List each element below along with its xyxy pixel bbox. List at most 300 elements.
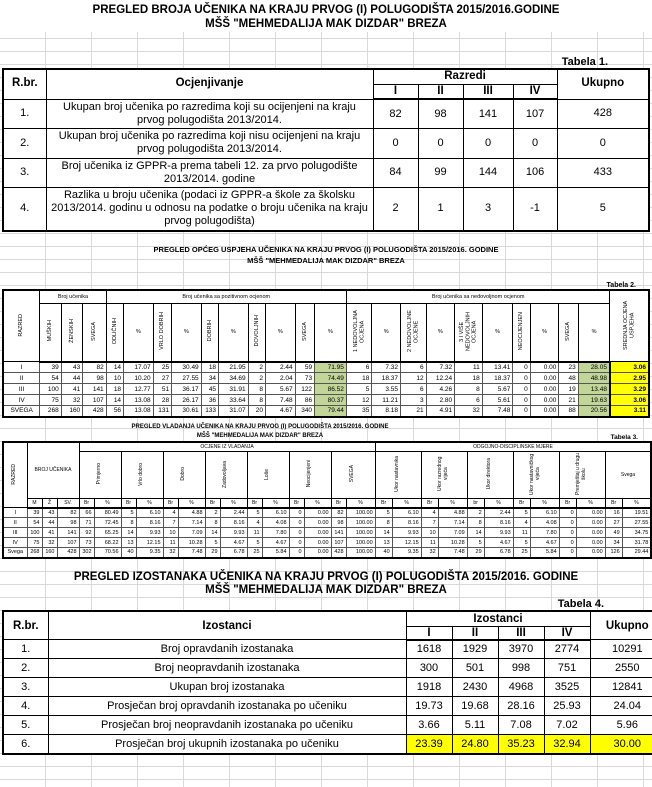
cell[interactable]: 33.64 (219, 395, 249, 406)
cell[interactable]: 1618 (406, 640, 452, 659)
header-cell[interactable]: % (219, 303, 249, 362)
cell[interactable]: Prosječan broj ukupnih izostanaka po učeniku (48, 735, 406, 754)
header-cell[interactable]: SV. (57, 499, 79, 508)
cell[interactable]: 79.44 (315, 406, 347, 417)
cell[interactable]: 48.98 (578, 373, 610, 384)
cell[interactable]: 2430 (452, 678, 498, 697)
header-cell[interactable] (289, 452, 331, 499)
header-cell[interactable]: % (346, 499, 375, 508)
cell[interactable]: 80.37 (315, 395, 347, 406)
cell[interactable]: 10291 (590, 640, 652, 659)
cell[interactable]: 7.48 (178, 548, 205, 558)
cell[interactable]: 107 (83, 395, 107, 406)
cell[interactable]: 340 (295, 406, 314, 417)
cell[interactable]: 100.00 (346, 538, 375, 548)
cell[interactable]: 0 (513, 362, 530, 373)
cell[interactable]: 0.00 (530, 406, 559, 417)
cell[interactable]: 501 (452, 659, 498, 678)
cell[interactable]: III (3, 528, 27, 538)
cell[interactable]: 7.32 (372, 362, 401, 373)
header-cell[interactable]: % (530, 303, 559, 362)
cell[interactable]: 7.48 (482, 406, 513, 417)
header-cell[interactable]: % (482, 303, 513, 362)
cell[interactable]: IV (3, 538, 27, 548)
cell[interactable]: 122 (295, 384, 314, 395)
cell[interactable]: 35 (346, 406, 372, 417)
cell[interactable]: 0.00 (576, 508, 605, 518)
cell[interactable]: 71 (79, 518, 94, 528)
header-cell[interactable] (163, 452, 205, 499)
cell[interactable]: 21.95 (219, 362, 249, 373)
cell[interactable]: 51 (153, 384, 171, 395)
cell[interactable]: 41 (61, 384, 82, 395)
cell[interactable]: 32 (42, 538, 57, 548)
cell[interactable]: 36.17 (172, 384, 202, 395)
cell[interactable]: 3 (463, 187, 513, 230)
cell[interactable]: 23.39 (406, 735, 452, 754)
cell[interactable]: 9.93 (136, 528, 163, 538)
cell[interactable]: 126 (605, 548, 622, 558)
cell[interactable]: 7.80 (262, 528, 289, 538)
header-cell[interactable]: Svega (605, 452, 651, 499)
header-cell[interactable]: Br (331, 499, 346, 508)
cell[interactable]: 160 (42, 548, 57, 558)
cell[interactable]: 27 (605, 518, 622, 528)
cell[interactable]: 4 (513, 518, 530, 528)
cell[interactable]: 100.00 (346, 518, 375, 528)
header-cell[interactable]: % (426, 303, 455, 362)
header-cell[interactable]: Br (121, 499, 136, 508)
cell[interactable]: 11.21 (372, 395, 401, 406)
cell[interactable]: 5.96 (590, 716, 652, 735)
cell[interactable]: 6.10 (262, 508, 289, 518)
cell[interactable]: 25 (513, 548, 530, 558)
cell[interactable]: 1 (418, 187, 463, 230)
cell[interactable]: 20 (248, 406, 265, 417)
cell[interactable]: 5.84 (262, 548, 289, 558)
header-cell[interactable] (106, 303, 123, 362)
cell[interactable]: 27 (153, 373, 171, 384)
header-cell[interactable]: Br (163, 499, 178, 508)
cell[interactable]: 0 (513, 373, 530, 384)
cell[interactable]: 28.05 (578, 362, 610, 373)
header-cell[interactable] (559, 303, 578, 362)
cell[interactable]: 34.69 (219, 373, 249, 384)
header-cell[interactable]: IV (544, 626, 590, 640)
cell[interactable]: 0 (559, 548, 576, 558)
cell[interactable]: 4.91 (426, 406, 455, 417)
header-cell[interactable] (153, 303, 171, 362)
cell[interactable]: 428 (557, 99, 649, 128)
cell[interactable]: 9.93 (220, 528, 247, 538)
cell[interactable]: 0 (559, 538, 576, 548)
cell[interactable]: 2774 (544, 640, 590, 659)
header-cell[interactable] (40, 303, 61, 362)
cell[interactable]: II (3, 373, 40, 384)
cell[interactable]: 30.00 (590, 735, 652, 754)
cell[interactable]: 4.88 (178, 508, 205, 518)
header-cell[interactable]: % (136, 499, 163, 508)
cell[interactable]: 7 (421, 518, 438, 528)
cell[interactable]: 13.08 (124, 395, 154, 406)
cell[interactable]: 0 (559, 508, 576, 518)
cell[interactable]: 8.16 (136, 518, 163, 528)
cell[interactable]: 4.08 (262, 518, 289, 528)
cell[interactable]: 0.00 (576, 548, 605, 558)
cell[interactable]: 2.44 (220, 508, 247, 518)
cell[interactable]: 5.67 (266, 384, 296, 395)
cell[interactable]: Broj opravdanih izostanaka (48, 640, 406, 659)
cell[interactable]: 9.35 (136, 548, 163, 558)
cell[interactable]: 84 (373, 158, 418, 187)
cell[interactable]: 5. (3, 716, 48, 735)
cell[interactable]: 0.00 (304, 508, 331, 518)
cell[interactable]: 160 (61, 406, 82, 417)
header-cell[interactable]: III (463, 84, 513, 99)
cell[interactable]: 13.41 (482, 362, 513, 373)
cell[interactable]: 29 (467, 548, 484, 558)
cell[interactable]: 2. (3, 659, 48, 678)
cell[interactable]: 0 (463, 129, 513, 158)
cell[interactable]: 10 (106, 373, 123, 384)
cell[interactable]: -1 (513, 187, 557, 230)
header-cell[interactable] (401, 303, 427, 362)
cell[interactable]: 7.80 (530, 528, 559, 538)
cell[interactable]: 25 (153, 362, 171, 373)
cell[interactable]: 4.67 (266, 406, 296, 417)
header-cell[interactable] (513, 303, 530, 362)
header-cell[interactable]: % (438, 499, 467, 508)
header-cell[interactable] (205, 452, 247, 499)
cell[interactable]: 19.51 (622, 508, 651, 518)
cell[interactable]: 12841 (590, 678, 652, 697)
cell[interactable]: 0.00 (530, 373, 559, 384)
cell[interactable]: 36 (201, 395, 218, 406)
cell[interactable]: 40 (375, 548, 392, 558)
cell[interactable]: 14 (205, 528, 220, 538)
cell[interactable]: 7.32 (426, 362, 455, 373)
cell[interactable]: 0.00 (304, 548, 331, 558)
cell[interactable]: 23 (559, 362, 578, 373)
cell[interactable]: 44 (42, 518, 57, 528)
table1-header-rbr[interactable]: R.br. (3, 69, 46, 100)
cell[interactable]: 35.23 (498, 735, 544, 754)
cell[interactable]: 18.37 (482, 373, 513, 384)
cell[interactable]: 141 (57, 528, 79, 538)
cell[interactable]: 5.84 (530, 548, 559, 558)
cell[interactable]: 82 (83, 362, 107, 373)
cell[interactable]: 44 (61, 373, 82, 384)
table1-header-ocjenjivanje[interactable]: Ocjenjivanje (46, 69, 373, 100)
cell[interactable]: 100.00 (346, 548, 375, 558)
header-cell[interactable]: Br (375, 499, 392, 508)
cell[interactable]: 18 (455, 373, 483, 384)
cell[interactable]: 4.88 (438, 508, 467, 518)
table1-header-razredi[interactable]: Razredi (373, 69, 557, 84)
header-cell[interactable]: % (262, 499, 289, 508)
cell[interactable]: 29.44 (622, 548, 651, 558)
cell[interactable]: 11 (421, 538, 438, 548)
table1-header-ukupno[interactable]: Ukupno (557, 69, 649, 100)
cell[interactable]: 7 (163, 518, 178, 528)
cell[interactable]: 100 (27, 528, 42, 538)
cell[interactable]: 12.77 (124, 384, 154, 395)
cell[interactable]: 2 (467, 508, 484, 518)
cell[interactable]: 0 (289, 518, 304, 528)
cell[interactable]: 1. (3, 640, 48, 659)
header-cell[interactable]: % (484, 499, 513, 508)
header-cell[interactable]: % (304, 499, 331, 508)
cell[interactable]: 2.95 (610, 373, 649, 384)
cell[interactable]: 39 (27, 508, 42, 518)
cell[interactable]: Svega (3, 548, 27, 558)
cell[interactable]: 6. (3, 735, 48, 754)
cell[interactable]: 0 (373, 129, 418, 158)
cell[interactable]: 45 (201, 384, 218, 395)
cell[interactable]: 98 (331, 518, 346, 528)
cell[interactable]: 3. (3, 678, 48, 697)
cell[interactable]: 88 (559, 406, 578, 417)
cell[interactable]: 18 (106, 384, 123, 395)
cell[interactable]: 75 (40, 395, 61, 406)
cell[interactable]: 9.93 (392, 528, 421, 538)
cell[interactable]: 21 (559, 395, 578, 406)
cell[interactable]: 27.55 (622, 518, 651, 528)
cell[interactable]: 0 (513, 395, 530, 406)
cell[interactable]: 4.67 (530, 538, 559, 548)
cell[interactable]: 0.00 (530, 395, 559, 406)
cell[interactable]: 10.28 (178, 538, 205, 548)
cell[interactable]: 80.49 (94, 508, 121, 518)
table2-group-broj-ucenika[interactable]: Broj učenika (40, 290, 106, 303)
cell[interactable]: 5.11 (452, 716, 498, 735)
cell[interactable]: 4 (247, 518, 262, 528)
cell[interactable]: 7.48 (266, 395, 296, 406)
cell[interactable]: 32 (61, 395, 82, 406)
cell[interactable]: 2.44 (484, 508, 513, 518)
cell[interactable]: 24.80 (452, 735, 498, 754)
cell[interactable]: 2 (205, 508, 220, 518)
cell[interactable]: 5 (513, 508, 530, 518)
cell[interactable]: Ukupan broj učenika po razredima koji su ocijenjeni na kraju prvog polugodišta 2013/2014. (46, 99, 373, 128)
cell[interactable]: 8 (205, 518, 220, 528)
cell[interactable]: 18 (346, 373, 372, 384)
header-cell[interactable]: % (576, 499, 605, 508)
cell[interactable]: 48 (559, 373, 578, 384)
table4-header-izostanci[interactable]: Izostanci (48, 611, 406, 640)
cell[interactable]: 43 (61, 362, 82, 373)
cell[interactable]: 0.00 (530, 362, 559, 373)
header-cell[interactable] (201, 303, 218, 362)
cell[interactable]: 7.48 (438, 548, 467, 558)
cell[interactable]: Prosječan broj opravdanih izostanaka po učeniku (48, 697, 406, 716)
cell[interactable]: 12 (401, 373, 427, 384)
cell[interactable]: 0.00 (576, 538, 605, 548)
header-cell[interactable]: Br (421, 499, 438, 508)
cell[interactable]: Prosječan broj neopravdanih izostanaka po učeniku (48, 716, 406, 735)
cell[interactable]: 5.61 (482, 395, 513, 406)
cell[interactable]: 5 (467, 538, 484, 548)
header-cell[interactable]: Br (247, 499, 262, 508)
cell[interactable]: 13.08 (124, 406, 154, 417)
header-cell[interactable]: II (418, 84, 463, 99)
cell[interactable]: 8 (248, 384, 265, 395)
cell[interactable]: Ukupan broj učenika po razredima koji nisu ocijenjeni na kraju prvog polugodišta 2013/2014. (46, 129, 373, 158)
cell[interactable]: 9.35 (392, 548, 421, 558)
table4-header-rbr[interactable]: R.br. (3, 611, 48, 640)
cell[interactable]: 71.95 (315, 362, 347, 373)
cell[interactable]: 5.67 (482, 384, 513, 395)
cell[interactable]: 10.28 (438, 538, 467, 548)
cell[interactable]: 24.04 (590, 697, 652, 716)
cell[interactable]: 3 (401, 395, 427, 406)
cell[interactable]: 2 (373, 187, 418, 230)
cell[interactable]: 0 (513, 129, 557, 158)
cell[interactable]: 27.55 (172, 373, 202, 384)
header-cell[interactable]: % (220, 499, 247, 508)
cell[interactable]: 2 (248, 373, 265, 384)
cell[interactable]: 131 (153, 406, 171, 417)
cell[interactable]: 41 (42, 528, 57, 538)
cell[interactable]: 6.78 (220, 548, 247, 558)
cell[interactable]: 107 (513, 99, 557, 128)
table4-header-ukupno[interactable]: Ukupno (590, 611, 652, 640)
cell[interactable]: 34 (605, 538, 622, 548)
cell[interactable]: 26.17 (172, 395, 202, 406)
cell[interactable]: 18.37 (372, 373, 401, 384)
header-cell[interactable]: Ž (42, 499, 57, 508)
cell[interactable]: 86 (295, 395, 314, 406)
cell[interactable]: 100.00 (346, 528, 375, 538)
cell[interactable]: I (3, 508, 27, 518)
cell[interactable]: Broj učenika iz GPPR-a prema tabeli 12. za prvo polugodište 2013/2014. godine (46, 158, 373, 187)
cell[interactable]: 72.45 (94, 518, 121, 528)
cell[interactable]: 28 (153, 395, 171, 406)
cell[interactable]: 25 (247, 548, 262, 558)
cell[interactable]: 11 (513, 528, 530, 538)
cell[interactable]: 13 (121, 538, 136, 548)
cell[interactable]: 268 (40, 406, 61, 417)
cell[interactable]: 8.18 (372, 406, 401, 417)
cell[interactable]: 98 (83, 373, 107, 384)
cell[interactable]: 5 (513, 538, 530, 548)
cell[interactable]: 3.06 (610, 395, 649, 406)
cell[interactable]: 12 (346, 395, 372, 406)
cell[interactable]: 82 (373, 99, 418, 128)
cell[interactable]: 8.16 (392, 518, 421, 528)
cell[interactable]: 14 (121, 528, 136, 538)
cell[interactable]: 86.52 (315, 384, 347, 395)
cell[interactable]: 107 (57, 538, 79, 548)
cell[interactable]: 0 (559, 518, 576, 528)
cell[interactable]: 8 (248, 395, 265, 406)
cell[interactable]: 29 (205, 548, 220, 558)
cell[interactable]: 7.09 (438, 528, 467, 538)
cell[interactable]: 8.16 (220, 518, 247, 528)
header-cell[interactable]: Br (513, 499, 530, 508)
header-cell[interactable]: % (266, 303, 296, 362)
header-cell[interactable]: % (172, 303, 202, 362)
header-cell[interactable] (513, 452, 559, 499)
cell[interactable]: 40 (121, 548, 136, 558)
header-cell[interactable] (346, 303, 372, 362)
cell[interactable]: 7.14 (178, 518, 205, 528)
cell[interactable]: 0 (557, 129, 649, 158)
header-cell[interactable] (121, 452, 163, 499)
cell[interactable]: 1918 (406, 678, 452, 697)
cell[interactable]: 6 (401, 362, 427, 373)
cell[interactable]: 6 (346, 362, 372, 373)
cell[interactable]: 30.61 (172, 406, 202, 417)
cell[interactable]: 100.00 (346, 508, 375, 518)
cell[interactable]: 6.78 (484, 548, 513, 558)
cell[interactable]: 19.68 (452, 697, 498, 716)
cell[interactable]: 28.16 (498, 697, 544, 716)
cell[interactable]: 300 (406, 659, 452, 678)
cell[interactable]: 11 (455, 362, 483, 373)
cell[interactable]: 73 (79, 538, 94, 548)
cell[interactable]: 0.00 (304, 518, 331, 528)
cell[interactable]: 25.93 (544, 697, 590, 716)
header-cell[interactable] (83, 303, 107, 362)
cell[interactable]: 11 (163, 538, 178, 548)
cell[interactable]: 100 (40, 384, 61, 395)
header-cell[interactable]: IV (513, 84, 557, 99)
cell[interactable]: 49 (605, 528, 622, 538)
header-cell[interactable]: % (578, 303, 610, 362)
cell[interactable]: 0.00 (304, 538, 331, 548)
cell[interactable]: 1929 (452, 640, 498, 659)
cell[interactable]: 141 (83, 384, 107, 395)
cell[interactable]: 4.26 (426, 384, 455, 395)
cell[interactable]: 70.56 (94, 548, 121, 558)
cell[interactable]: 12.24 (426, 373, 455, 384)
cell[interactable]: 30.49 (172, 362, 202, 373)
cell[interactable]: 65.25 (94, 528, 121, 538)
header-cell[interactable]: III (498, 626, 544, 640)
cell[interactable]: 0.00 (304, 528, 331, 538)
cell[interactable]: 0 (289, 528, 304, 538)
cell[interactable]: 428 (57, 548, 79, 558)
cell[interactable]: 4 (163, 508, 178, 518)
cell[interactable]: 68.22 (94, 538, 121, 548)
cell[interactable]: 106 (513, 158, 557, 187)
cell[interactable]: 5 (557, 187, 649, 230)
table3-header-razred[interactable] (3, 442, 27, 508)
header-cell[interactable] (248, 303, 265, 362)
cell[interactable]: 141 (463, 99, 513, 128)
header-cell[interactable]: M (27, 499, 42, 508)
cell[interactable]: 82 (57, 508, 79, 518)
cell[interactable]: 17.07 (124, 362, 154, 373)
header-cell[interactable]: % (372, 303, 401, 362)
cell[interactable]: SVEGA (3, 406, 40, 417)
cell[interactable]: I (3, 362, 40, 373)
cell[interactable]: 99 (418, 158, 463, 187)
cell[interactable]: 31.78 (622, 538, 651, 548)
cell[interactable]: 433 (557, 158, 649, 187)
cell[interactable]: III (3, 384, 40, 395)
table2-group-nedovoljna[interactable]: Broj učenika sa nedovoljnom ocjenom (346, 290, 610, 303)
header-cell[interactable] (79, 452, 121, 499)
cell[interactable]: 32 (163, 548, 178, 558)
cell[interactable]: 8 (375, 518, 392, 528)
cell[interactable]: 10 (421, 528, 438, 538)
cell[interactable]: 19.63 (578, 395, 610, 406)
cell[interactable]: 6 (401, 384, 427, 395)
header-cell[interactable]: br (467, 499, 484, 508)
header-cell[interactable] (247, 452, 289, 499)
